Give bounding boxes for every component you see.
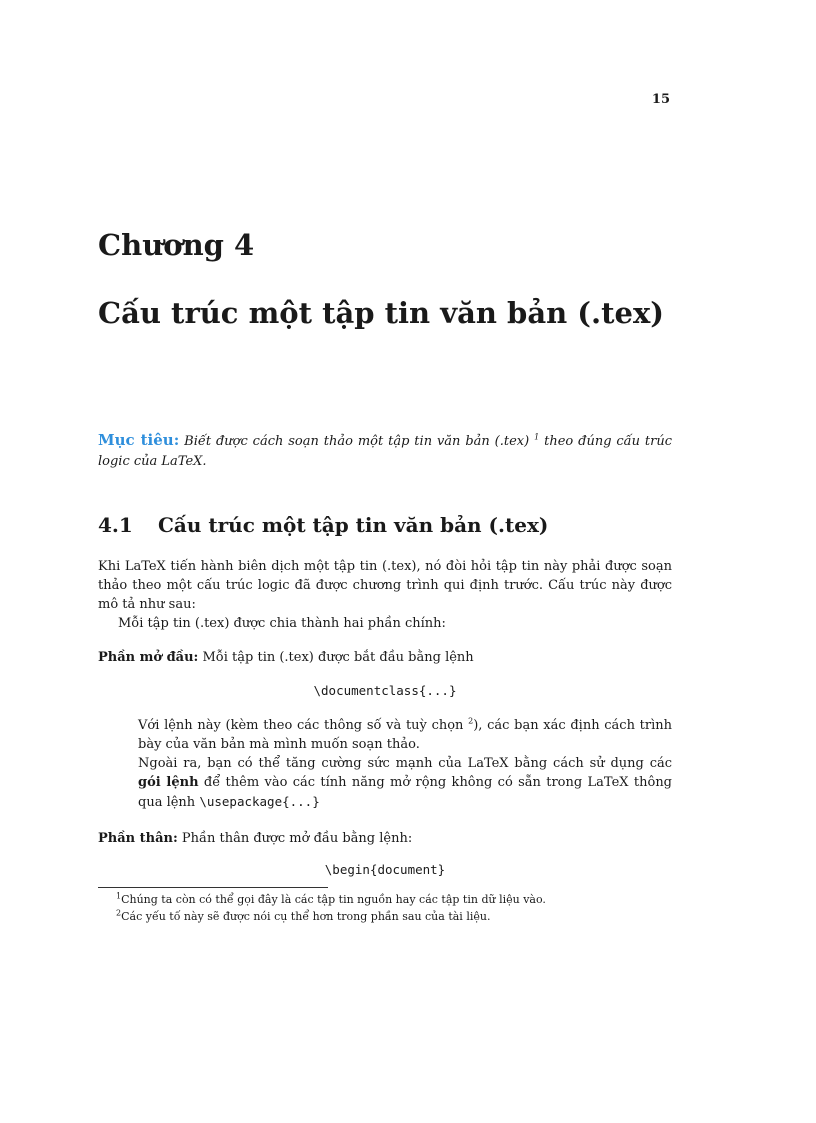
part-intro-text: Mỗi tập tin (.tex) được bắt đầu bằng lệnh: [202, 650, 474, 665]
paragraph-1-lead: Khi: [98, 559, 121, 574]
chapter-title: Cấu trúc một tập tin văn bản (.tex): [98, 296, 664, 330]
objective-end: .: [202, 454, 207, 469]
footnote-2-text: Các yếu tố này sẽ được nói cụ thể hơn trong phần sau của tài liệu.: [121, 910, 491, 923]
part-intro-p2-d: thông qua lệnh: [138, 775, 673, 810]
part-intro-label: Phần mở đầu:: [98, 650, 199, 665]
part-intro-details: [138, 716, 672, 812]
objective-label: Mục tiêu:: [98, 431, 180, 449]
part-intro-p1-before: Với lệnh này (kèm theo các thông số và tuỳ chọn: [138, 718, 464, 733]
chapter-label: Chương 4: [98, 228, 255, 262]
footnote-ref-1: 1: [534, 432, 540, 442]
documentclass-command: \documentclass{...}: [313, 683, 457, 698]
section-number: 4.1: [98, 513, 133, 537]
paragraph-2: Mỗi tập tin (.tex) được chia thành hai phần chính:: [118, 616, 446, 631]
package-term: gói lệnh: [138, 775, 199, 790]
begin-document-command: \begin{document}: [324, 862, 446, 877]
latex-logo: LaTeX: [587, 775, 629, 790]
footnote-1-text: Chúng ta còn có thể gọi đây là các tập tin nguồn hay các tập tin dữ liệu vào.: [121, 893, 546, 906]
paragraph-1-rest: tiến hành biên dịch một tập tin (.tex), nó đòi hỏi tập tin này phải được soạn thảo theo một cấu trúc logic đã được chương trình qui định trước. Cấu trúc này được mô tả như sau:: [98, 559, 672, 612]
usepackage-command: \usepackage{...}: [199, 794, 320, 809]
objective-text-after: theo đúng cấu trúc logic của: [98, 434, 673, 469]
objective-text-before: Biết được cách soạn thảo một tập tin văn bản (.tex): [184, 434, 530, 449]
footnote-2-ref: 2: [116, 908, 122, 918]
page-number: 15: [651, 92, 670, 107]
latex-logo: LaTeX: [124, 559, 166, 574]
part-intro-p2-a: Ngoài ra, bạn có thể tăng cường sức mạnh của: [138, 756, 462, 771]
footnote-2: [116, 908, 672, 925]
part-intro-paragraph-1: [138, 716, 672, 754]
part-body-text: Phần thân được mở đầu bằng lệnh:: [181, 831, 413, 846]
objective-text: [98, 434, 672, 469]
part-intro-p2-c: để thêm vào các tính năng mở rộng không có sẵn trong: [203, 775, 583, 790]
section-heading: [98, 513, 548, 537]
latex-logo: LaTeX: [161, 454, 203, 469]
paragraph-1: [98, 557, 672, 614]
footnote-ref-2: 2: [468, 716, 474, 726]
latex-logo: LaTeX: [467, 756, 509, 771]
footnote-1: [116, 891, 672, 908]
objective: [98, 430, 672, 472]
part-intro-p1-after: ), các bạn xác định cách trình bày của văn bản mà mình muốn soạn thảo.: [138, 718, 672, 752]
part-intro-p2-b: bằng cách sử dụng các: [514, 756, 673, 771]
section-title: Cấu trúc một tập tin văn bản (.tex): [158, 513, 549, 537]
part-body-line: [98, 829, 672, 848]
part-body-label: Phần thân:: [98, 831, 178, 846]
footnotes: [116, 891, 672, 925]
part-intro-line: [98, 648, 672, 667]
footnote-1-ref: 1: [116, 891, 122, 901]
footnote-rule: [98, 887, 328, 888]
part-intro-paragraph-2: [138, 754, 672, 812]
